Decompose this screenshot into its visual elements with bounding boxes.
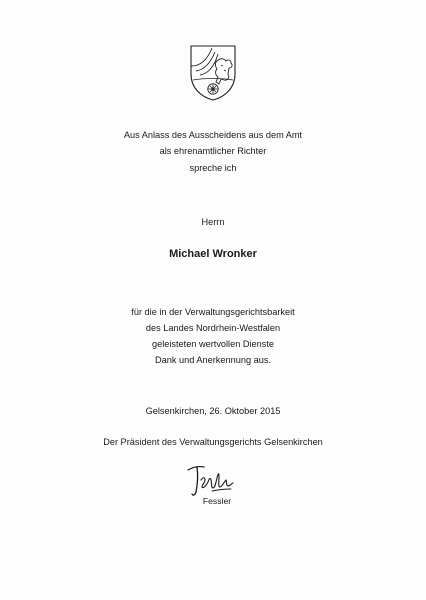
recipient-name: Michael Wronker <box>169 248 257 260</box>
issuer: Der Präsident des Verwaltungsgerichts Gelsenkirchen <box>103 437 323 447</box>
body-line-3: geleisteten wertvollen Dienste <box>151 339 275 349</box>
nrw-coat-of-arms-icon <box>188 44 238 102</box>
body-line-2: des Landes Nordrhein-Westfalen <box>145 323 281 333</box>
intro-line-3: spreche ich <box>189 163 237 173</box>
body-line-1: für die in der Verwaltungsgerichtsbarkeit <box>131 307 295 317</box>
salutation: Herrn <box>201 217 225 227</box>
intro-line-2: als ehrenamtlicher Richter <box>159 146 267 156</box>
body-line-4: Dank und Anerkennung aus. <box>155 355 271 365</box>
handwritten-signature <box>184 462 240 498</box>
place-date: Gelsenkirchen, 26. Oktober 2015 <box>145 406 281 416</box>
intro-line-1: Aus Anlass des Ausscheidens aus dem Amt <box>123 130 303 140</box>
signer-name: Fessler <box>202 496 232 506</box>
